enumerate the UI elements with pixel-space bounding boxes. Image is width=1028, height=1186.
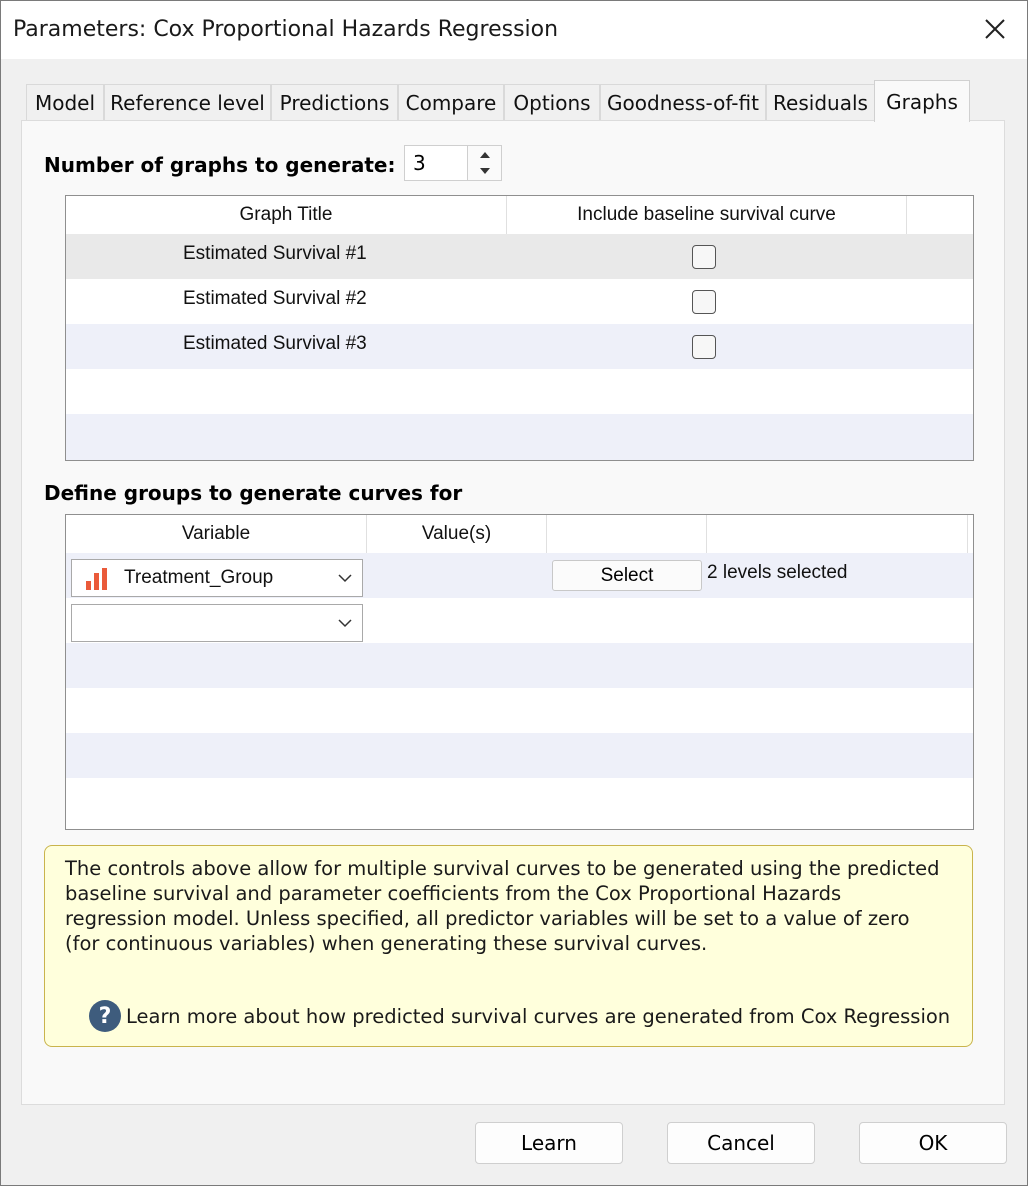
empty-row: [66, 643, 973, 688]
graph-count-label: Number of graphs to generate:: [44, 153, 396, 177]
empty-row: [66, 369, 973, 414]
table-row[interactable]: [66, 324, 973, 369]
chevron-down-icon: [338, 574, 352, 583]
title-bar: [1, 1, 1027, 59]
column-header-include-baseline: Include baseline survival curve: [507, 196, 907, 234]
include-baseline-checkbox[interactable]: [692, 290, 716, 314]
learn-button[interactable]: Learn: [475, 1122, 623, 1164]
table-row[interactable]: [66, 279, 973, 324]
learn-more-text[interactable]: Learn more about how predicted survival curves are generated from Cox Regression: [126, 1004, 951, 1028]
variable-dropdown[interactable]: [71, 559, 363, 597]
empty-row: [66, 688, 973, 733]
column-header-empty: [547, 515, 707, 553]
info-box: [44, 845, 973, 1047]
variable-dropdown-empty[interactable]: [71, 604, 363, 642]
levels-selected-status: 2 levels selected: [707, 562, 848, 583]
tab-predictions[interactable]: Predictions: [271, 84, 398, 121]
learn-more-link[interactable]: [89, 1000, 950, 1032]
column-header-variable: Variable: [66, 515, 367, 553]
help-icon[interactable]: ?: [89, 1000, 121, 1032]
select-levels-button[interactable]: Select: [552, 560, 702, 591]
categorical-variable-icon: [85, 568, 112, 590]
dropdown-arrow[interactable]: [328, 605, 362, 641]
column-header-empty: [907, 196, 973, 234]
graph-title-cell[interactable]: Estimated Survival #1: [183, 243, 367, 264]
triangle-up-icon: [479, 151, 491, 159]
graphs-table: [65, 195, 974, 461]
graph-title-cell[interactable]: Estimated Survival #3: [183, 333, 367, 354]
tab-reference-level[interactable]: Reference level: [104, 84, 271, 121]
include-baseline-checkbox[interactable]: [692, 335, 716, 359]
tab-model[interactable]: Model: [26, 84, 104, 121]
table-row[interactable]: [66, 234, 973, 279]
triangle-down-icon: [479, 167, 491, 175]
graph-title-cell[interactable]: Estimated Survival #2: [183, 288, 367, 309]
chevron-down-icon: [338, 619, 352, 628]
close-icon: [984, 18, 1006, 40]
spin-down-button[interactable]: [472, 164, 498, 178]
column-header-graph-title: Graph Title: [66, 196, 507, 234]
tab-graphs[interactable]: Graphs: [874, 80, 970, 122]
empty-row: [66, 778, 973, 829]
info-text: The controls above allow for multiple survival curves to be generated using the predicted baseline survival and parameter coefficients from the Cox Proportional Hazards regression model. Unless specified, all predictor variables will be set to a value of zero (for continuous variables) when generating these survival curves.: [65, 857, 940, 955]
column-header-values: Value(s): [367, 515, 547, 553]
empty-row: [66, 414, 973, 460]
cancel-button[interactable]: Cancel: [667, 1122, 815, 1164]
tab-compare[interactable]: Compare: [398, 84, 504, 121]
dropdown-arrow[interactable]: [328, 560, 362, 596]
tab-residuals[interactable]: Residuals: [766, 84, 875, 121]
spin-up-button[interactable]: [472, 148, 498, 162]
tab-goodness-of-fit[interactable]: Goodness-of-fit: [600, 84, 766, 121]
include-baseline-checkbox[interactable]: [692, 245, 716, 269]
dialog-title: Parameters: Cox Proportional Hazards Regression: [13, 17, 559, 42]
groups-label: Define groups to generate curves for: [44, 481, 463, 505]
tab-options[interactable]: Options: [504, 84, 600, 121]
graph-count-input[interactable]: 3: [404, 145, 468, 181]
column-header-empty: [707, 515, 968, 553]
empty-row: [66, 733, 973, 778]
close-button[interactable]: [977, 11, 1013, 47]
variable-name: Treatment_Group: [124, 567, 274, 588]
graph-count-spinner: [467, 145, 502, 181]
ok-button[interactable]: OK: [859, 1122, 1007, 1164]
